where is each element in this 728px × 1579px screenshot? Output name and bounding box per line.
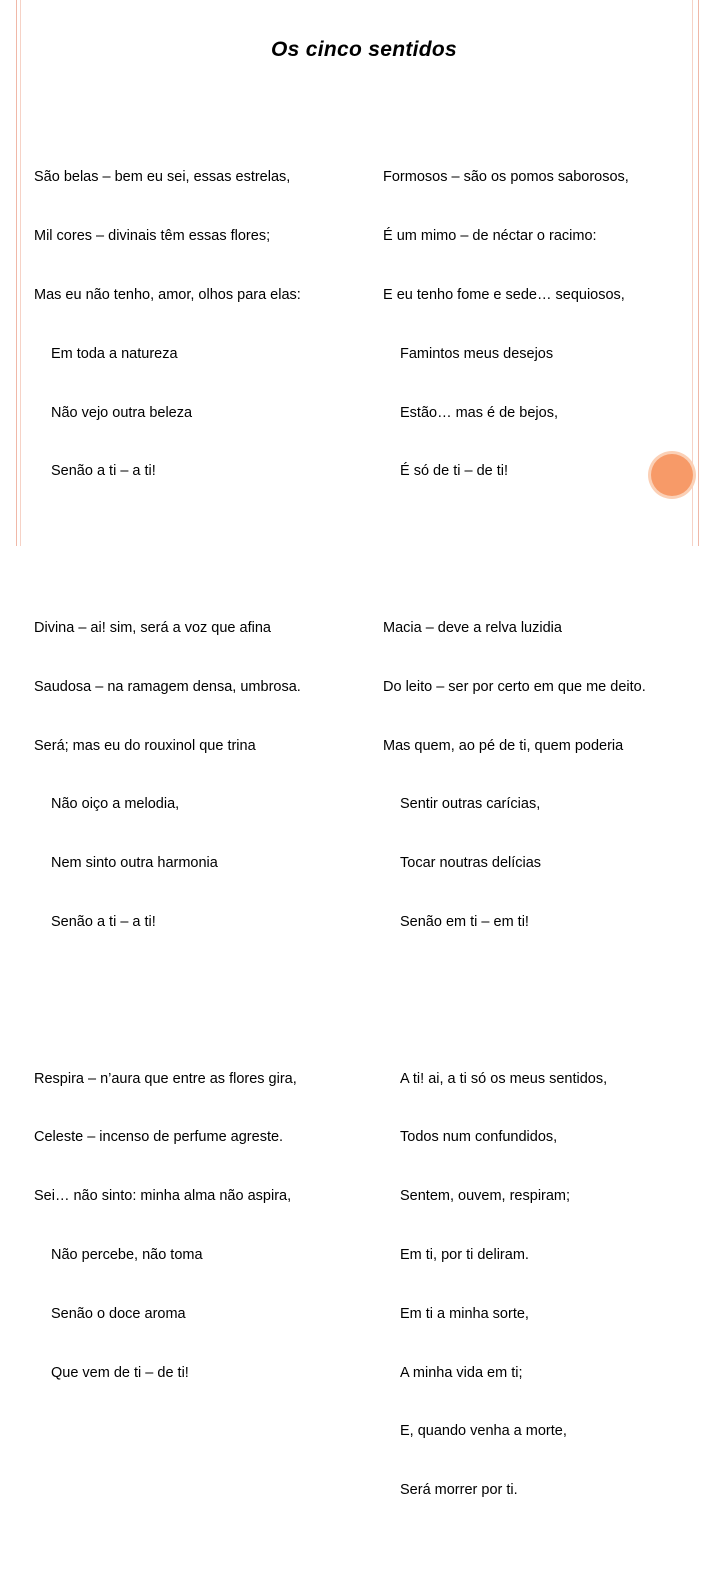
verse-line: Que vem de ti – de ti! [51, 1364, 189, 1381]
verse-line: Respira – n’aura que entre as flores gira, [34, 1070, 297, 1087]
verse-line: Sentir outras carícias, [400, 796, 541, 813]
right-column [383, 90, 646, 1579]
verse-line: Senão a ti – a ti! [51, 463, 156, 480]
verse-line: Sentem, ouvem, respiram; [400, 1188, 571, 1205]
verse-line: Celeste – incenso de perfume agreste. [34, 1129, 284, 1146]
verse-line: Sei… não sinto: minha alma não aspira, [34, 1188, 292, 1205]
verse-line: Senão a ti – a ti! [51, 913, 156, 930]
verse-line: A ti! ai, a ti só os meus sentidos, [400, 1070, 608, 1087]
verse-line: Estão… mas é de bejos, [400, 404, 558, 421]
verse-line: É só de ti – de ti! [400, 463, 509, 480]
stanza [34, 129, 301, 521]
decorative-circle [651, 454, 693, 496]
poem-title: Os cinco sentidos [271, 38, 457, 61]
verse-line: Tocar noutras delícias [400, 855, 542, 872]
verse-line: Nem sinto outra harmonia [51, 855, 218, 872]
stanza [383, 580, 646, 972]
verse-line: Senão o doce aroma [51, 1305, 186, 1322]
verse-line: Senão em ti – em ti! [400, 913, 529, 930]
verse-line: Será; mas eu do rouxinol que trina [34, 737, 256, 754]
verse-line: Não oiço a melodia, [51, 796, 180, 813]
verse-line: Macia – deve a relva luzidia [383, 620, 562, 637]
verse-line: E, quando venha a morte, [400, 1423, 567, 1440]
verse-line: E eu tenho fome e sede… sequiosos, [383, 286, 625, 303]
stanza [34, 1031, 301, 1423]
verse-line: Saudosa – na ramagem densa, umbrosa. [34, 678, 301, 695]
verse-line: Divina – ai! sim, será a voz que afina [34, 620, 271, 637]
stanza [383, 129, 646, 521]
verse-line: Em ti a minha sorte, [400, 1305, 529, 1322]
verse-line: Do leito – ser por certo em que me deito. [383, 678, 646, 695]
stanza [383, 1031, 646, 1540]
verse-line: A minha vida em ti; [400, 1364, 523, 1381]
verse-line: Será morrer por ti. [400, 1482, 518, 1499]
verse-line: Mil cores – divinais têm essas flores; [34, 228, 271, 245]
verse-line: São belas – bem eu sei, essas estrelas, [34, 169, 291, 186]
verse-line: Em ti, por ti deliram. [400, 1247, 529, 1264]
verse-line: Mas eu não tenho, amor, olhos para elas: [34, 286, 301, 303]
verse-line: É um mimo – de néctar o racimo: [383, 228, 597, 245]
verse-line: Não percebe, não toma [51, 1247, 203, 1264]
verse-line: Mas quem, ao pé de ti, quem poderia [383, 737, 624, 754]
verse-line: Todos num confundidos, [400, 1129, 558, 1146]
verse-line: Formosos – são os pomos saborosos, [383, 169, 629, 186]
verse-line: Em toda a natureza [51, 345, 178, 362]
verse-line: Não vejo outra beleza [51, 404, 193, 421]
stanza [34, 580, 301, 972]
verse-line: Famintos meus desejos [400, 345, 554, 362]
left-column [34, 90, 301, 1462]
